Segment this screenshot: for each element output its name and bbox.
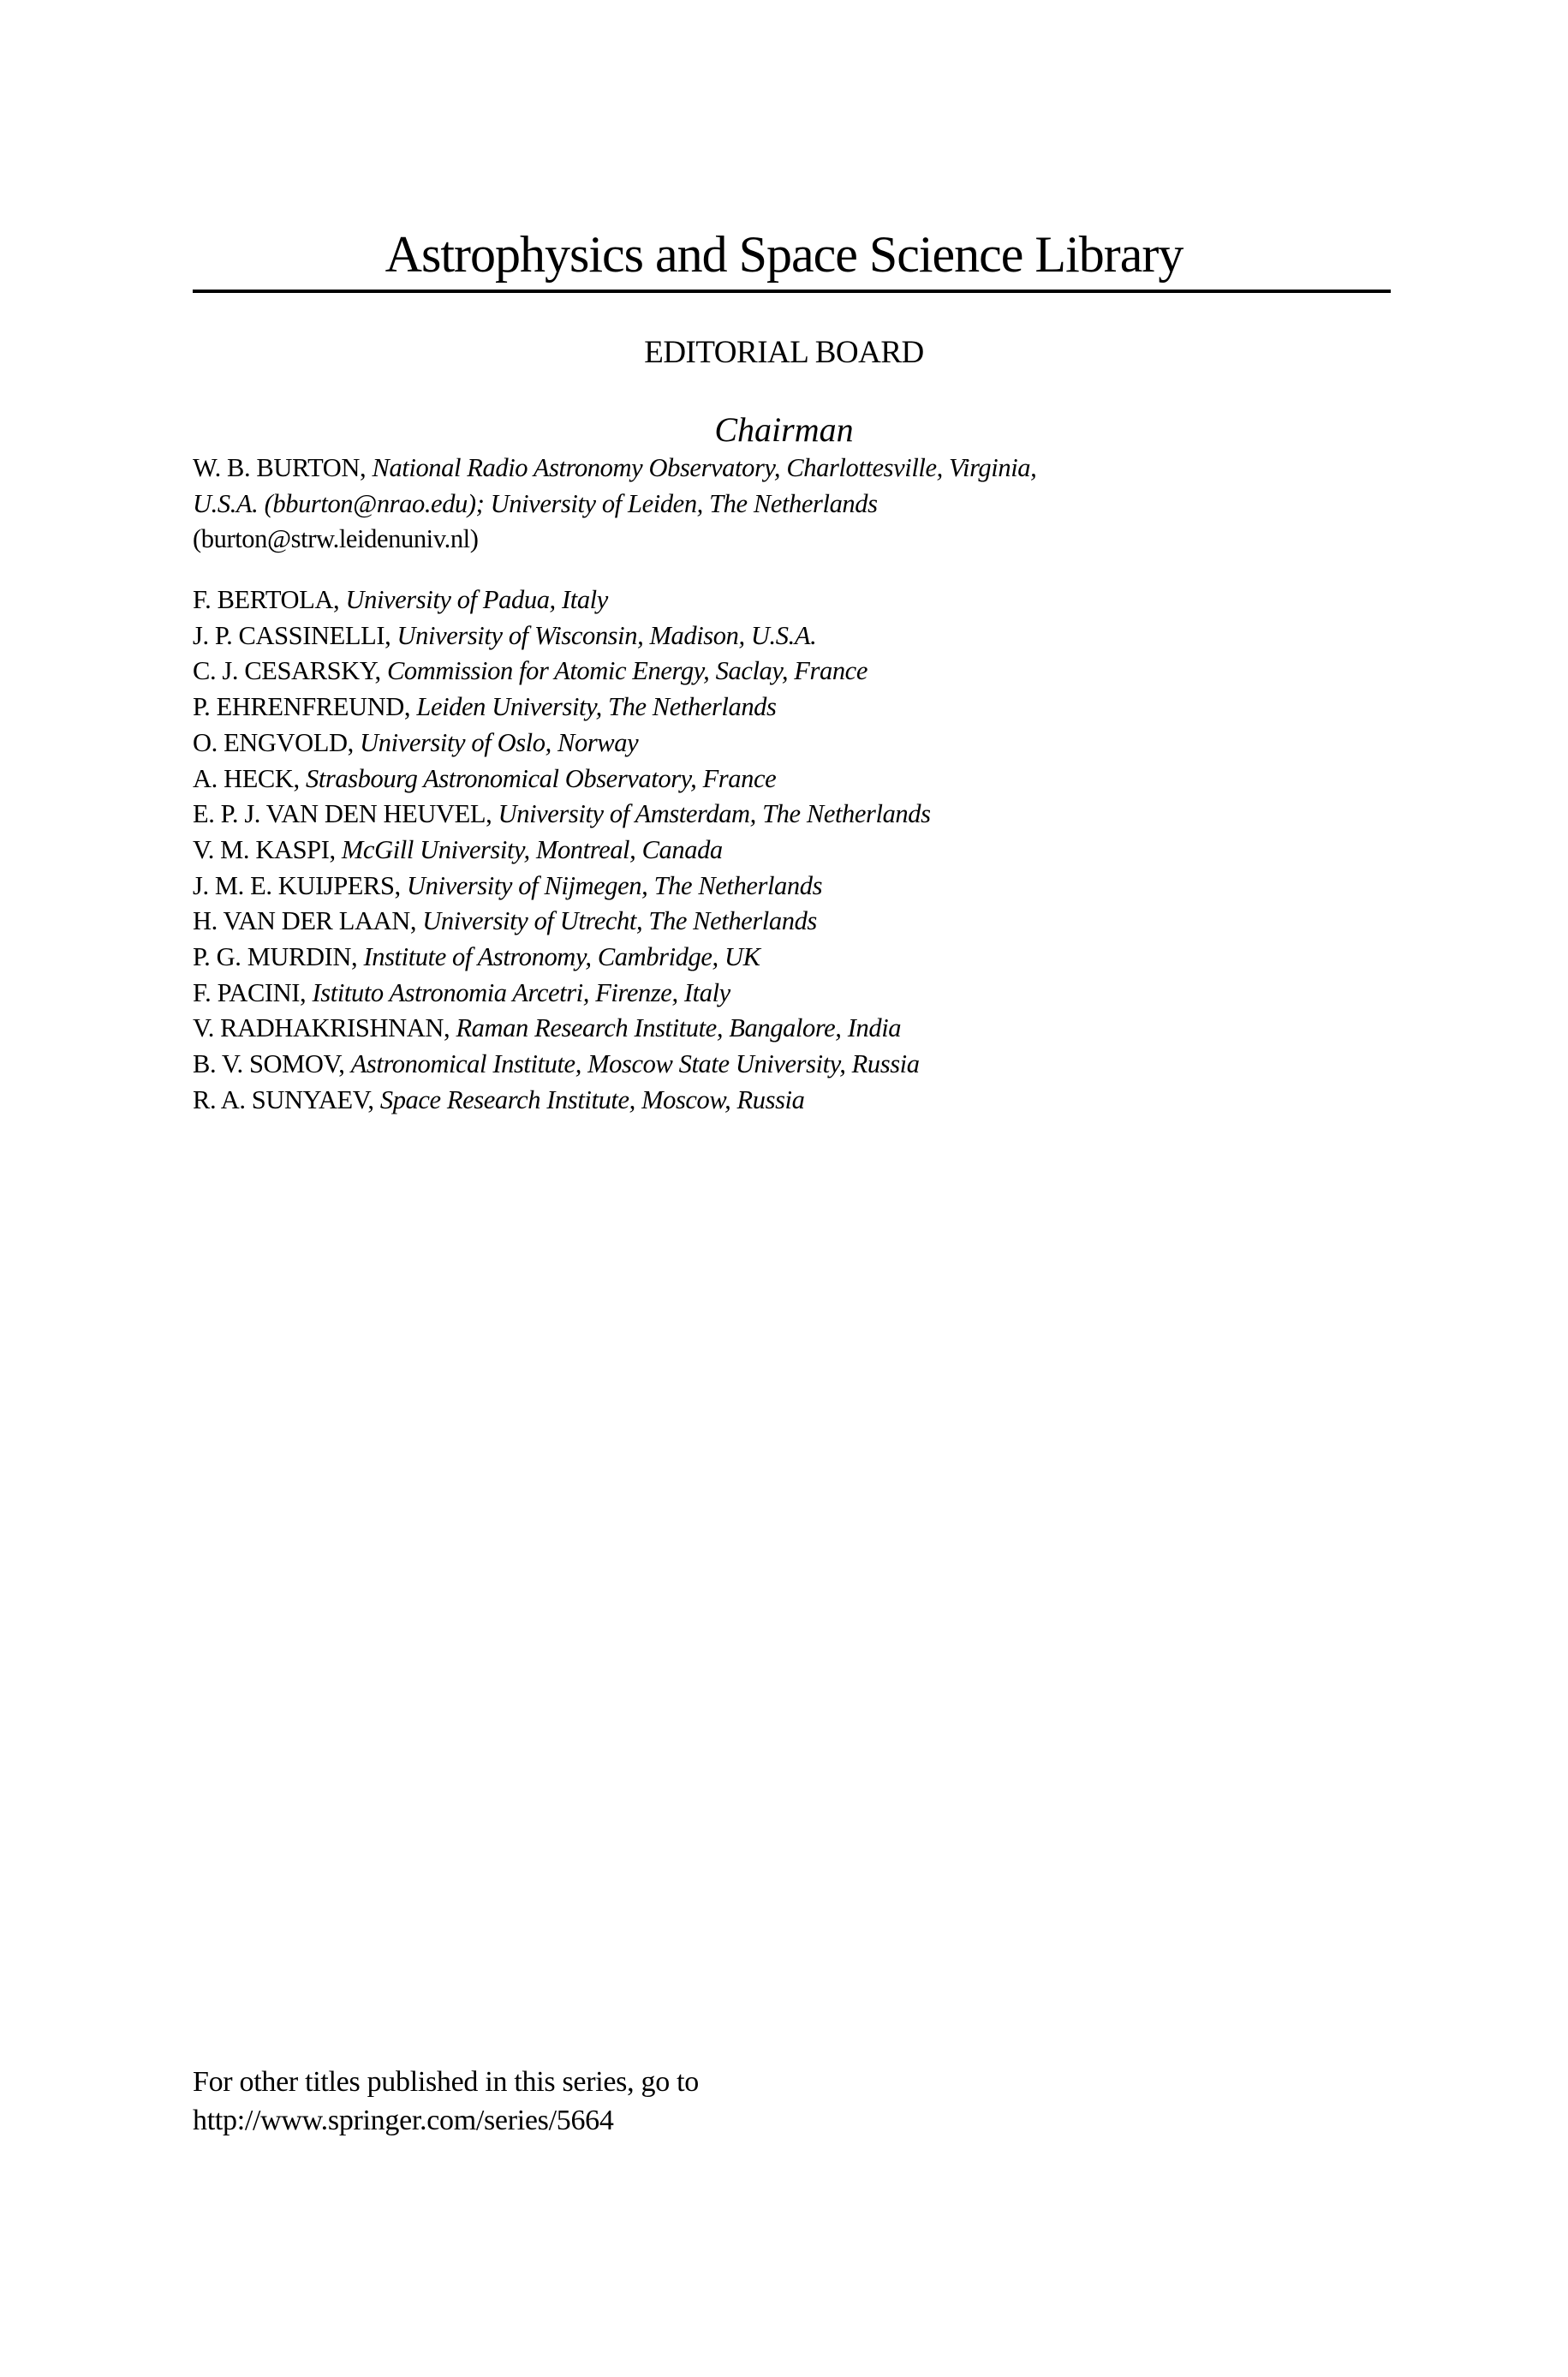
member-affiliation: University of Amsterdam, The Netherlands — [498, 799, 931, 829]
chairman-affiliation-line1: National Radio Astronomy Observatory, Charlottesville, Virginia, — [372, 453, 1037, 482]
member-name: C. J. CESARSKY, — [193, 656, 381, 686]
member-affiliation: McGill University, Montreal, Canada — [341, 834, 723, 864]
member-affiliation: Istituto Astronomia Arcetri, Firenze, Italy — [312, 977, 730, 1007]
board-member — [193, 869, 931, 905]
footer-note — [193, 2063, 699, 2140]
member-name: O. ENGVOLD, — [193, 727, 354, 757]
board-member — [193, 1083, 931, 1119]
member-affiliation: University of Utrecht, The Netherlands — [422, 906, 817, 936]
chairman-entry — [193, 451, 1036, 558]
member-affiliation: Strasbourg Astronomical Observatory, France — [305, 763, 777, 793]
board-member — [193, 726, 931, 761]
board-member — [193, 904, 931, 940]
board-member — [193, 833, 931, 869]
board-member — [193, 1011, 931, 1047]
board-member — [193, 797, 931, 833]
member-affiliation: University of Oslo, Norway — [360, 727, 639, 757]
chairman-email: (burton@strw.leidenuniv.nl) — [193, 524, 479, 554]
member-affiliation: Commission for Atomic Energy, Saclay, France — [386, 656, 867, 686]
member-affiliation: University of Wisconsin, Madison, U.S.A. — [396, 620, 817, 650]
board-member — [193, 654, 931, 690]
member-affiliation: Institute of Astronomy, Cambridge, UK — [363, 942, 760, 972]
member-name: E. P. J. VAN DEN HEUVEL, — [193, 799, 492, 829]
editorial-board-heading: EDITORIAL BOARD — [644, 335, 924, 370]
series-link[interactable]: http://www.springer.com/series/5664 — [193, 2105, 614, 2136]
member-name: V. M. KASPI, — [193, 834, 336, 864]
member-name: F. PACINI, — [193, 977, 307, 1007]
title-rule — [193, 290, 1391, 293]
member-affiliation: Raman Research Institute, Bangalore, India — [456, 1013, 902, 1043]
member-name: H. VAN DER LAAN, — [193, 906, 417, 936]
chairman-affiliation-line2: U.S.A. (bburton@nrao.edu); University of Leiden, The Netherlands — [193, 488, 878, 518]
board-member — [193, 1047, 931, 1083]
member-name: J. M. E. KUIJPERS, — [193, 870, 401, 900]
chairman-heading: Chairman — [714, 410, 854, 449]
member-name: V. RADHAKRISHNAN, — [193, 1013, 450, 1043]
board-member — [193, 582, 931, 618]
member-affiliation: University of Padua, Italy — [345, 585, 608, 614]
member-affiliation: Space Research Institute, Moscow, Russia — [379, 1084, 805, 1114]
board-member — [193, 761, 931, 797]
board-member — [193, 690, 931, 726]
member-name: P. G. MURDIN, — [193, 942, 358, 972]
series-title: Astrophysics and Space Science Library — [385, 226, 1183, 283]
footer-text: For other titles published in this series, go to — [193, 2066, 699, 2098]
member-name: A. HECK, — [193, 763, 300, 793]
member-affiliation: University of Nijmegen, The Netherlands — [407, 870, 823, 900]
member-name: R. A. SUNYAEV, — [193, 1084, 374, 1114]
board-member — [193, 976, 931, 1012]
board-member — [193, 618, 931, 654]
board-member — [193, 940, 931, 976]
member-name: B. V. SOMOV, — [193, 1049, 345, 1079]
member-name: J. P. CASSINELLI, — [193, 620, 391, 650]
member-affiliation: Astronomical Institute, Moscow State University, Russia — [350, 1049, 920, 1079]
member-name: P. EHRENFREUND, — [193, 692, 411, 722]
board-members-list — [193, 582, 931, 1119]
member-name: F. BERTOLA, — [193, 585, 340, 614]
member-affiliation: Leiden University, The Netherlands — [416, 692, 777, 722]
chairman-name: W. B. BURTON, — [193, 453, 367, 482]
